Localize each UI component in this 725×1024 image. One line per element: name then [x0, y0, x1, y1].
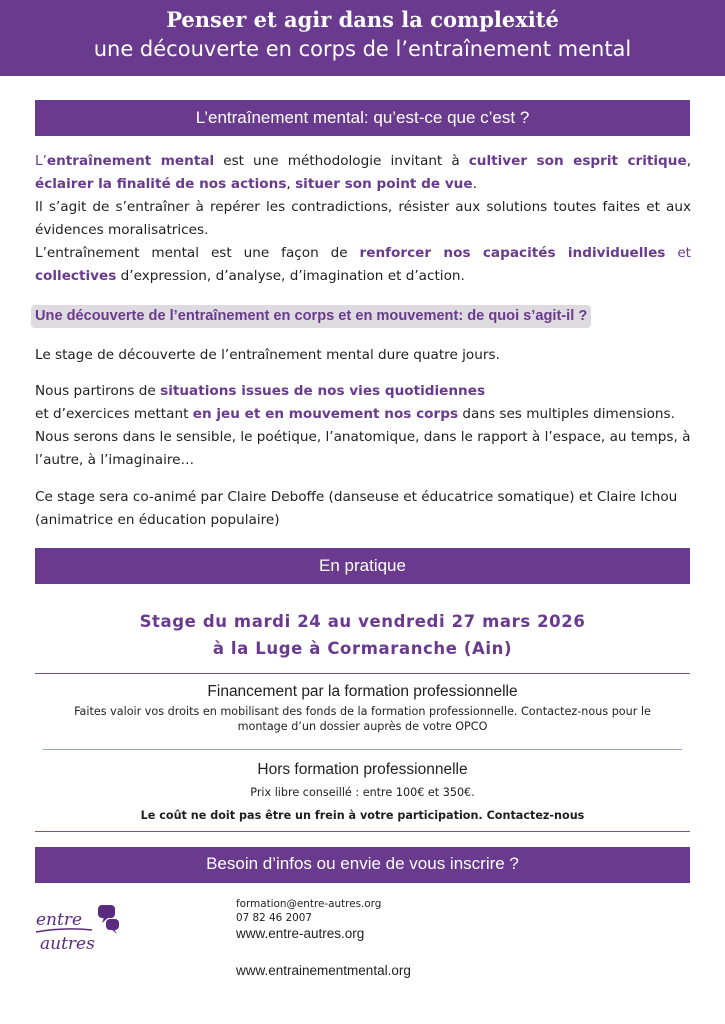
divider [43, 749, 682, 750]
price-text: Prix libre conseillé : entre 100€ et 350€. [250, 786, 475, 799]
svg-text:entre: entre [36, 910, 83, 930]
dates-line: Stage du mardi 24 au vendredi 27 mars 2026 [139, 612, 586, 631]
logo-icon [34, 903, 124, 959]
contact-phone[interactable]: 07 82 46 2007 [236, 912, 313, 924]
page-title: Penser et agir dans la complexité [166, 7, 559, 32]
divider [35, 831, 690, 832]
section-heading-what-is-it: L’entraînement mental: qu’est-ce que c’est ? [35, 100, 690, 136]
section-heading-discovery: Une découverte de l’entraînement en corps et en mouvement: de quoi s’agit-il ? [31, 305, 591, 328]
stage-dates [0, 608, 725, 662]
co-animation-paragraph: Ce stage sera co-animé par Claire Deboffe (danseuse et éducatrice somatique) et Claire Ichou (animatrice en éducation populaire) [35, 489, 678, 528]
page-subtitle: une découverte en corps de l’entraînement mental [93, 37, 632, 61]
intro-text [35, 150, 691, 288]
financing-description: Faites valoir vos droits en mobilisant des fonds de la formation professionnelle. Contactez-nous pour le montage d’un dossier auprès de votre OPCO [74, 705, 651, 733]
entre-autres-logo [34, 903, 124, 959]
svg-text:autres: autres [40, 934, 95, 954]
duration-paragraph: Le stage de découverte de l’entraînement mental dure quatre jours. [35, 347, 500, 363]
intro-paragraph-1: L’entraînement mental est une méthodologie invitant à cultiver son esprit critique, éclairer la finalité de nos actions, situer son point de vue. [35, 153, 692, 192]
financing-title: Financement par la formation professionnelle [207, 683, 518, 700]
contact-block [236, 897, 381, 942]
location-line: à la Luge à Cormaranche (Ain) [212, 639, 513, 658]
contact-email[interactable]: formation@entre-autres.org [236, 898, 382, 910]
cost-note: Le coût ne doit pas être un frein à votre participation. Contactez-nous [140, 809, 585, 822]
divider [35, 673, 690, 674]
section-heading-contact: Besoin d’infos ou envie de vous inscrire ? [35, 847, 690, 883]
website-link-2[interactable]: www.entrainementmental.org [236, 963, 411, 978]
plan-paragraph: Nous partirons de situations issues de nos vies quotidiennes et d’exercices mettant en jeu et en mouvement nos corps dans ses multiples dimensions. Nous serons dans le sensible, le poétique, l’anatomique, dans le rapport à l’espace, au temps, à l’autre, à l’imaginaire… [35, 383, 691, 468]
non-professional-title: Hors formation professionnelle [257, 761, 468, 778]
intro-paragraph-3: L’entraînement mental est une façon de renforcer nos capacités individuelles et collectives d’expression, d’analyse, d’imagination et d’action. [35, 245, 692, 284]
website-link[interactable]: www.entre-autres.org [236, 926, 365, 941]
intro-paragraph-2: Il s’agit de s’entraîner à repérer les contradictions, résister aux solutions toutes faites et aux évidences moralisatrices. [35, 199, 691, 238]
header-banner [0, 0, 725, 76]
section-heading-practical: En pratique [35, 548, 690, 584]
